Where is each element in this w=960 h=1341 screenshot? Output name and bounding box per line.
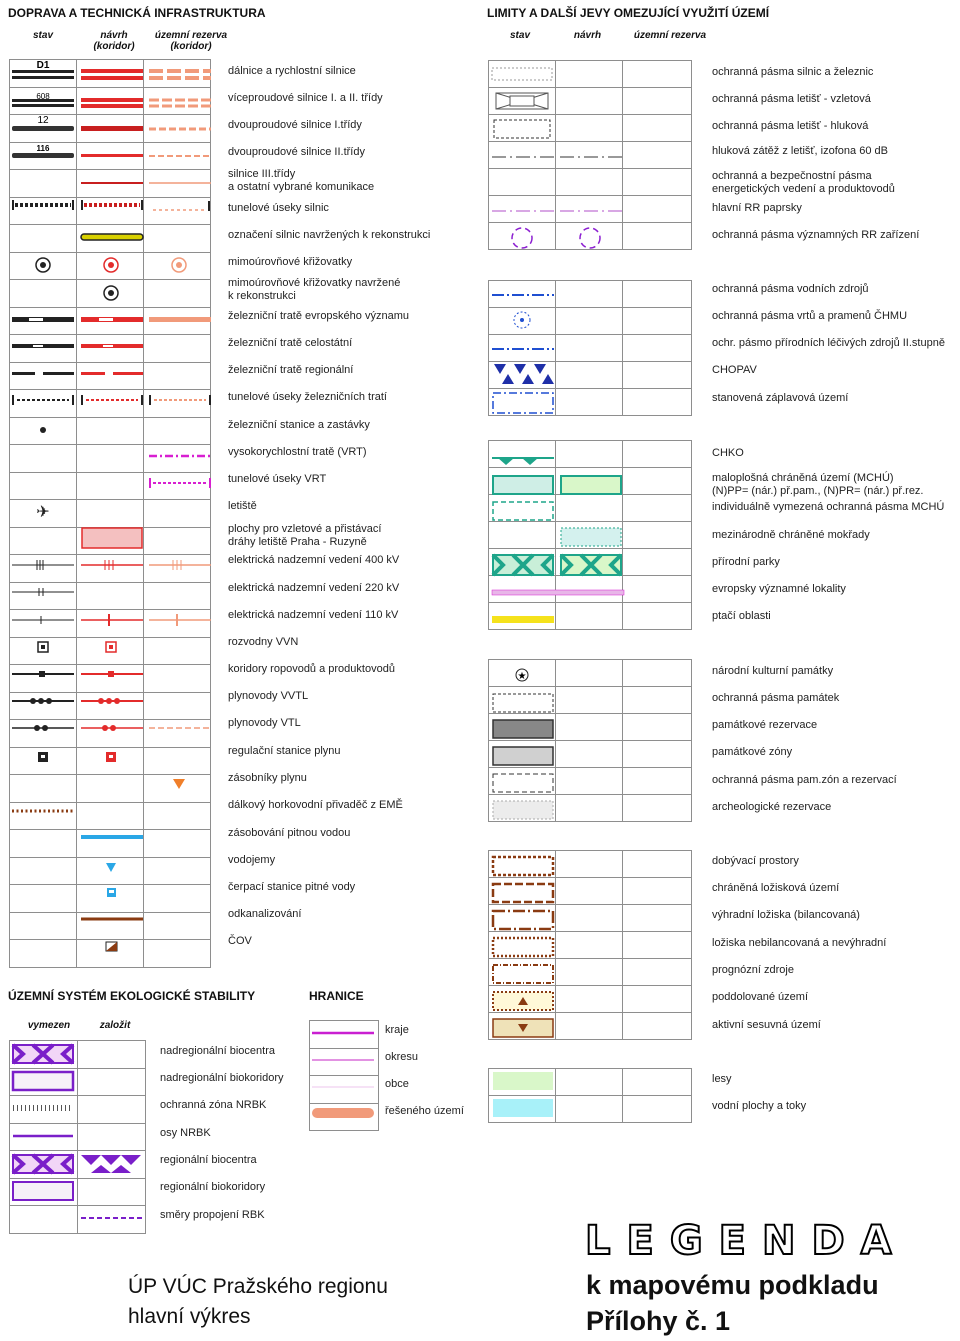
transport-label: zásobování pitnou vodou: [228, 827, 351, 839]
limits-label: památkové zóny: [712, 746, 793, 758]
transport-label: letiště: [228, 500, 257, 512]
limits-col-rezerva: územní rezerva: [633, 30, 707, 41]
transport-label: plynovody VVTL: [228, 690, 309, 702]
mchu-navrh-symbol: [561, 476, 621, 494]
bird-area-symbol: [492, 616, 554, 623]
zone-protection-symbol: [493, 774, 553, 792]
uses-col-vymezen: vymezen: [27, 1020, 71, 1031]
power400-rezerva-symbol: [149, 560, 211, 570]
nature-park-navrh-symbol: [561, 555, 621, 575]
nr-biocentre-vymezen-symbol: [13, 1045, 73, 1063]
footer-line1: ÚP VÚC Pražského regionu: [128, 1275, 388, 1298]
airport-noise-symbol: [494, 120, 550, 138]
airport-takeoff-symbol: [496, 93, 548, 109]
road-rail-protection-symbol: [492, 68, 552, 80]
vrt-tunnel-rezerva-symbol: [150, 478, 210, 488]
svg-text:★: ★: [517, 671, 527, 682]
transport-label: zásobníky plynu: [228, 772, 307, 784]
hranice-title: HRANICE: [309, 989, 364, 1003]
mchu-protection-symbol: [493, 502, 553, 520]
national-monument-symbol: [516, 669, 528, 682]
multilane-rezerva-symbol: [149, 100, 211, 106]
transport-label: silnice III.třídy: [228, 168, 296, 180]
pipeline-navrh-symbol: [81, 671, 143, 677]
chmu-well-symbol: [514, 312, 530, 328]
gas-vvtl-navrh-symbol: [81, 698, 143, 704]
col-header-rezerva: [146, 30, 236, 52]
monument-protection-symbol: [493, 694, 553, 712]
mining-symbol: [493, 857, 553, 875]
limits-label: (N)PP= (nár.) př.pam., (N)PR= (nár.) př.rez.: [712, 485, 924, 497]
monument-zone-symbol: [493, 747, 553, 765]
uses-label: osy NRBK: [160, 1127, 211, 1139]
interchange-navrh-symbol: [104, 258, 118, 272]
road2-navrh-symbol: [81, 154, 143, 157]
limits-label: vodní plochy a toky: [712, 1100, 807, 1112]
wwtp-navrh-symbol: [106, 942, 117, 951]
nr-biocorridor-vymezen-symbol: [13, 1072, 73, 1090]
transport-label: plochy pro vzletové a přistávací: [228, 523, 382, 535]
transport-label: označení silnic navržených k rekonstrukci: [228, 229, 431, 241]
transport-label: železniční tratě regionální: [228, 364, 354, 376]
col-header-navrh-text: návrh: [100, 30, 128, 41]
limits-label: přírodní parky: [712, 556, 780, 568]
rail-tunnel-rezerva-symbol: [150, 395, 210, 405]
transport-label: rozvodny VVN: [228, 636, 299, 648]
limits-label: ochranná pásma silnic a železnic: [712, 66, 874, 78]
limits-label: evropsky významné lokality: [712, 583, 846, 595]
limits-label: stanovená záplavová území: [712, 392, 849, 404]
rail-reg-navrh-symbol: [81, 372, 143, 375]
deposit-protected-symbol: [493, 884, 553, 902]
transport-label: regulační stanice plynu: [228, 745, 341, 757]
power220-stav-symbol: [12, 588, 74, 596]
motorway-navrh-symbol: [81, 69, 143, 80]
footer-sub2: Přílohy č. 1: [586, 1306, 731, 1336]
landslide-symbol: [493, 1019, 553, 1037]
rail-reg-stav-symbol: [12, 372, 74, 375]
reg-biocorridor-vymezen-symbol: [13, 1182, 73, 1200]
transport-label: tunelové úseky železničních tratí: [228, 391, 387, 403]
transport-label: plynovody VTL: [228, 717, 301, 729]
transport-label: dvouproudové silnice II.třídy: [228, 146, 365, 158]
col-header-navrh-sub: (koridor): [93, 41, 135, 52]
gas-vtl-navrh-symbol: [81, 725, 143, 731]
hranice-label: řešeného území: [385, 1105, 464, 1117]
transport-label: odkanalizování: [228, 908, 302, 920]
transport-label: víceproudové silnice I. a II. třídy: [228, 92, 383, 104]
limits-label: lesy: [712, 1073, 732, 1085]
power110-navrh-symbol: [81, 614, 143, 626]
rail-tunnel-stav-symbol: [13, 395, 73, 405]
limits-label: dobývací prostory: [712, 855, 799, 867]
uses-label: nadregionální biokoridory: [160, 1072, 284, 1084]
road-tunnel-navrh-symbol: [82, 200, 142, 210]
col-header-rezerva-text: územní rezerva: [154, 30, 228, 41]
road-number-12: 12: [37, 115, 49, 126]
deposit-reserved-symbol: [493, 911, 553, 929]
pipeline-stav-symbol: [12, 671, 74, 677]
col-header-stav: stav: [32, 30, 53, 41]
power110-rezerva-symbol: [149, 614, 211, 626]
airport-stav-symbol: [36, 504, 49, 521]
transport-symbols: [9, 59, 214, 967]
transport-label: koridory ropovodů a produktovodů: [228, 663, 395, 675]
svg-text:✈: ✈: [36, 504, 50, 521]
hranice-label: kraje: [385, 1024, 409, 1036]
rr-device-navrh-symbol: [580, 228, 600, 248]
power400-stav-symbol: [12, 560, 74, 570]
interchange-recon-symbol: [104, 286, 118, 300]
col-header-rezerva-sub: (koridor): [170, 41, 212, 52]
road-number-d1: D1: [36, 60, 50, 71]
transport-label: a ostatní vybrané komunikace: [228, 181, 375, 193]
legenda-heading: LEGENDA: [585, 1218, 908, 1264]
col-header-navrh: [84, 30, 144, 52]
evl-symbol: [492, 590, 624, 595]
reconstruction-navrh-symbol: [81, 234, 143, 240]
flood-zone-symbol: [493, 393, 553, 413]
limits-label: aktivní sesuvná území: [712, 1019, 821, 1031]
road2-stav-symbol: [12, 153, 74, 158]
limits-title: LIMITY A DALŠÍ JEVY OMEZUJÍCÍ VYUŽITÍ ÚZEMÍ: [487, 6, 770, 20]
transport-label: dvouproudové silnice I.třídy: [228, 119, 362, 131]
motorway-stav-symbol: [12, 70, 74, 79]
footer-project: [128, 1272, 388, 1332]
water-area-symbol: [493, 1099, 553, 1117]
gas-vvtl-stav-symbol: [12, 698, 74, 704]
uses-label: směry propojení RBK: [160, 1209, 265, 1221]
limits-label: ochranná pásma významných RR zařízení: [712, 229, 920, 241]
uses-title: ÚZEMNÍ SYSTÉM EKOLOGICKÉ STABILITY: [8, 989, 256, 1003]
road1-stav-symbol: [12, 126, 74, 131]
motorway-rezerva-symbol: [149, 71, 211, 78]
gas-reg-navrh-symbol: [106, 752, 116, 762]
prognosis-symbol: [493, 965, 553, 983]
transport-label: elektrická nadzemní vedení 400 kV: [228, 554, 400, 566]
limits-label: individuálně vymezená ochranná pásma MCHÚ: [712, 501, 945, 513]
uses-col-zalozit: založit: [99, 1020, 131, 1031]
limits-label: ochranná a bezpečnostní pásma: [712, 170, 872, 182]
limits-label: ochranná pásma pam.zón a rezervací: [712, 774, 897, 786]
limits-label: výhradní ložiska (bilancovaná): [712, 909, 860, 921]
rail-eu-navrh-symbol: [81, 317, 143, 322]
limits-label: prognózní zdroje: [712, 964, 794, 976]
rail-state-navrh-symbol: [81, 344, 143, 348]
limits-label: ložiska nebilancovaná a nevýhradní: [712, 937, 887, 949]
limits-label: hlavní RR paprsky: [712, 202, 802, 214]
road-tunnel-rezerva-symbol: [153, 201, 209, 211]
transport-label: mimoúrovňové křižovatky: [228, 256, 353, 268]
nature-park-stav-symbol: [493, 555, 553, 575]
transport-label: tunelové úseky VRT: [228, 473, 327, 485]
road-number-608: 608: [36, 92, 50, 101]
undermined-symbol: [493, 992, 553, 1010]
hranice-symbols: [309, 1020, 379, 1132]
reservoir-navrh-symbol: [106, 863, 116, 872]
area-border-symbol: [312, 1108, 374, 1118]
rail-state-stav-symbol: [12, 344, 74, 348]
transport-label: k rekonstrukci: [228, 290, 296, 302]
transport-label: dálnice a rychlostní silnice: [228, 65, 356, 77]
limits-label: CHOPAV: [712, 364, 757, 376]
limits-label: hluková zátěž z letišť, izofona 60 dB: [712, 145, 888, 157]
chko-symbol: [492, 458, 554, 465]
limits-label: ochranná pásma památek: [712, 692, 840, 704]
transport-label: železniční tratě celostátní: [228, 337, 353, 349]
limits-col-navrh: návrh: [573, 30, 602, 41]
reg-biocentre-vymezen-symbol: [13, 1155, 73, 1173]
road-tunnel-stav-symbol: [13, 200, 73, 210]
limits-label: ptačí oblasti: [712, 610, 771, 622]
monument-reserve-symbol: [493, 720, 553, 738]
uses-label: nadregionální biocentra: [160, 1045, 275, 1057]
rail-station-stav-symbol: [40, 427, 46, 433]
transport-label: vodojemy: [228, 854, 276, 866]
gas-reg-stav-symbol: [38, 752, 48, 762]
road1-navrh-symbol: [81, 126, 143, 131]
chopav-symbol: [492, 364, 554, 384]
limits-label: poddolované území: [712, 991, 809, 1003]
limits-label: chráněná ložisková území: [712, 882, 840, 894]
limits-label: CHKO: [712, 447, 744, 459]
limits-symbols: [488, 60, 698, 1120]
mchu-stav-symbol: [493, 476, 553, 494]
transport-title: DOPRAVA A TECHNICKÁ INFRASTRUKTURA: [8, 6, 266, 20]
runway-navrh-symbol: [82, 528, 142, 548]
limits-label: mezinárodně chráněné mokřady: [712, 529, 870, 541]
limits-label: památkové rezervace: [712, 719, 818, 731]
limits-label: ochranná pásma letišť - vzletová: [712, 93, 871, 105]
archaeo-symbol: [493, 801, 553, 819]
pump-navrh-symbol: [107, 888, 116, 897]
limits-label: ochranná pásma vrtů a pramenů ČHMU: [712, 310, 908, 322]
rail-tunnel-navrh-symbol: [82, 395, 142, 405]
road-number-116: 116: [36, 144, 50, 153]
transport-label: dráhy letiště Praha - Ruzyně: [228, 536, 367, 548]
power110-stav-symbol: [12, 616, 74, 624]
uses-label: ochranná zóna NRBK: [160, 1099, 267, 1111]
multilane-navrh-symbol: [81, 98, 143, 108]
wetland-symbol: [561, 528, 621, 546]
limits-label: ochranná pásma letišť - hluková: [712, 120, 869, 132]
limits-label: archeologické rezervace: [712, 801, 832, 813]
footer-line2: hlavní výkres: [128, 1305, 251, 1328]
transport-label: elektrická nadzemní vedení 220 kV: [228, 582, 400, 594]
substation-navrh-symbol: [106, 642, 116, 652]
interchange-stav-symbol: [36, 258, 50, 272]
rail-eu-rezerva-symbol: [149, 317, 211, 322]
footer-sub1: k mapovému podkladu: [586, 1270, 879, 1300]
limits-col-stav: stav: [509, 30, 530, 41]
rr-device-stav-symbol: [512, 228, 532, 248]
uses-label: regionální biocentra: [160, 1154, 257, 1166]
uses-label: regionální biokoridory: [160, 1181, 266, 1193]
limits-label: národní kulturní památky: [712, 665, 834, 677]
limits-label: energetických vedení a produktovodů: [712, 183, 895, 195]
gas-vtl-stav-symbol: [12, 725, 74, 731]
limits-label: ochranná pásma vodních zdrojů: [712, 283, 869, 295]
hranice-label: okresu: [385, 1051, 419, 1063]
deposit-other-symbol: [493, 938, 553, 956]
transport-label: ČOV: [228, 935, 252, 947]
transport-label: elektrická nadzemní vedení 110 kV: [228, 609, 399, 621]
reg-biocentre-zalozit-symbol: [81, 1155, 141, 1173]
interchange-rezerva-symbol: [172, 258, 186, 272]
uses-symbols: [9, 1040, 149, 1235]
substation-stav-symbol: [38, 642, 48, 652]
transport-label: železniční tratě evropského významu: [228, 310, 409, 322]
rail-eu-stav-symbol: [12, 317, 74, 322]
transport-label: mimoúrovňové křižovatky navržené: [228, 277, 401, 289]
gas-storage-rezerva-symbol: [173, 779, 185, 789]
transport-label: čerpací stanice pitné vody: [228, 881, 356, 893]
limits-label: maloplošná chráněná území (MCHÚ): [712, 472, 894, 484]
forest-symbol: [493, 1072, 553, 1090]
transport-label: dálkový horkovodní přivaděč z EMĚ: [228, 799, 403, 811]
transport-label: železniční stanice a zastávky: [228, 419, 370, 431]
limits-label: ochr. pásmo přírodních léčivých zdrojů II.stupně: [712, 337, 945, 349]
power400-navrh-symbol: [81, 560, 143, 570]
hranice-label: obce: [385, 1078, 409, 1090]
transport-label: tunelové úseky silnic: [228, 202, 329, 214]
transport-label: vysokorychlostní tratě (VRT): [228, 446, 367, 458]
